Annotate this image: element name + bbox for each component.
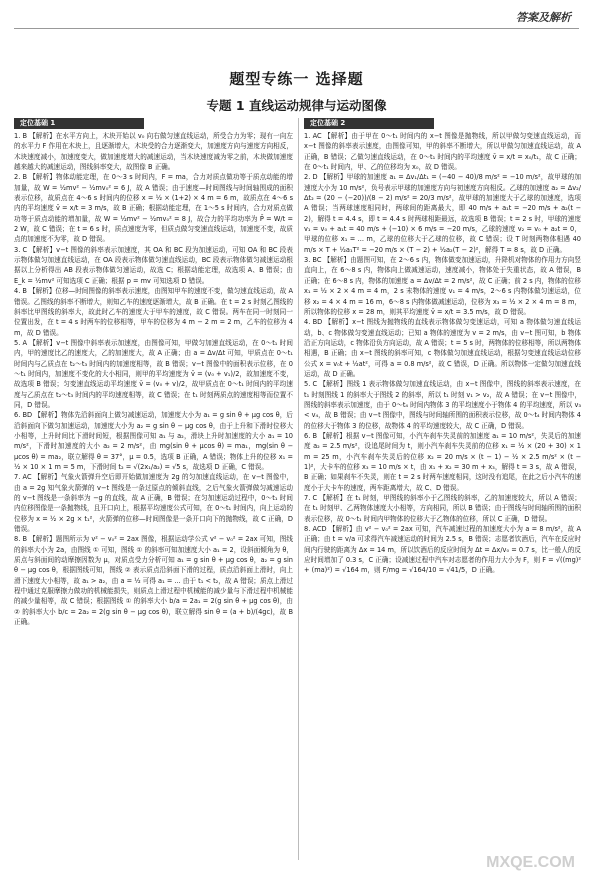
answer-item: 8. B 【解析】题图所示为 v² − v₀² = 2ax 图像，根据运动学公式 v² − v₀² = 2ax 可知，图线的斜率大小为 2a，由图线 ① 可知，图线 ① 的斜率可知加速度大小 a₁ = 2，设斜面倾角为 θ，质点与斜面间的动摩擦因数为 μ，对质点受力分析可知 a₁ = g sin θ + μg cos θ，a₂ = g sin θ − μg cos θ，根据图线可知，图线 ② 表示质点沿斜面下滑的过程，质点沿斜面上滑时，向上滑下速度大小相等，故 a₁ > a₂，由 a = ½ 可得 a₁ = ... 由于 t₁ < t₂，故 A 错误；质点上滑过程中通过克服摩擦力做功的机械能损失，则质点上滑过程中机械能的减少量与下滑过程中机械能的减少量相等，故 C 错误；根据图线 ① 的斜率大小 b/a = 2a₁ = 2(g sin θ + μg cos θ)，由 ② 的斜率大小 b/c = 2a₂ = 2(g sin θ − μg cos θ)，联立解得 sin θ = (a + b)/(4gc)，故 B 正确。 [14,535,293,627]
answer-item: 3. BC 【解析】由题图可知，在 2～6 s 内，物体做变加速运动，升降机对物体的作用力方向竖直向上，在 6～8 s 内，物体向上做减速运动，速度减小，物体处于失重状态，故 A 错误，B 正确；在 6～8 s 内，物体的加速度 a = Δv/Δt = 2 m/s²，故 C 正确；前 2 s 内，物体的位移 x₁ = ½ × 2 × 4 m = 4 m，2 s 末物体的速度 v₁ = 4 m/s，2～6 s 内物体做匀速运动，位移 x₂ = 4 × 4 m = 16 m，6～8 s 内物体做减速运动，位移为 x₃ = ½ × 2 × 4 m = 8 m，所以物体的位移 x = 28 m，则其平均速度 v̄ = x/t = 3.5 m/s，故 D 错误。 [304,256,581,316]
section-label-2: 定位基础 2 [304,118,434,129]
section-label-1: 定位基础 1 [14,118,144,129]
header-rule [14,28,579,29]
column-divider [298,118,299,860]
right-column [304,118,581,860]
answer-item: 5. C 【解析】图线 1 表示物体做匀加速直线运动，由 x−t 图像中，图线的斜率表示速度，在 t₁ 时刻图线 1 的斜率大于图线 2 的斜率，所以 t₁ 时刻 v₁ > v₂，故 A 错误；在 v−t 图像中，图线的斜率表示加速度，由于 0～t₄ 时间内物体 3 的平均速度小于物体 4 的平均速度，所以 v₃ < v₄，故 B 错误；由 v−t 图像中，图线与时间轴所围的面积表示位移，故 0～t₄ 时间内物体 4 的位移大于物体 3 的位移，故物体 4 的平均速度较大，故 C 正确，D 错误。 [304,380,581,430]
answer-item: 2. D 【解析】甲球的加速度 a₁ = Δv₁/Δt₁ = (−40 − 40)/8 m/s² = −10 m/s²，故甲球的加速度大小为 10 m/s²，负号表示甲球的加速度方向与初速度方向相反。乙球的加速度 a₂ = Δv₂/Δt₂ = (20 − (−20))/(8 − 2) m/s² = 20/3 m/s²，故甲球的加速度大于乙球的加速度，选项 A 错误；当两球速度相同时，两球间的距离最大，即 40 m/s + a₁t = −20 m/s + a₂(t − 2)，解得 t = 4.4 s，即 t = 4.4 s 时两球相距最远，故选项 B 错误；t = 2 s 时，甲球的速度 v₁ = v₀ + a₁t = 40 m/s + (−10) × 6 m/s = −20 m/s，乙球的速度 v₂ = v₀ + a₂t = 0，甲球的位移 x₁ = ... m，乙球的位移大于乙球的位移，故 C 错误；设 T 时刻两物体相遇 40 m/s × T + ½a₁T² = −20 m/s × (T − 2) + ½a₂(T − 2)²，解得 T = 8 s，故 D 正确。 [304,173,581,254]
answer-item: 3. C 【解析】v−t 图像的斜率表示加速度，其 OA 和 BC 段为加速运动，可知 OA 和 BC 段表示物体做匀加速直线运动，在 OA 段表示物体做匀速直线运动，BC 段表示物体做匀减速运动根据以上分析得出 AB 段表示物体做匀速运动，故选 C；根据动能定理，故选项 A、B 错误；由 E_k = ½mv² 可知选项 C 正确；根据 p = mv 可知选项 D 错误。 [14,245,293,285]
answer-item: 7. C 【解析】在 t₁ 时刻，甲图线的斜率小于乙图线的斜率，乙的加速度较大，所以 A 错误；在 t₁ 时刻甲、乙两物体速度大小相等，方向相同，所以 B 错误；由于图线与时间轴所围的面积表示位移，故 0～t₁ 时间内甲物体的位移大于乙物体的位移，所以 C 正确，D 错误。 [304,494,581,523]
top-bar [0,0,593,34]
answer-item: 5. A 【解析】v−t 图像中斜率表示加速度，由图像可知，甲做匀加速直线运动，在 0～t₁ 时间内，甲的速度比乙的速度大，乙的加速度大，故 A 正确；由 a = Δv/Δt 可知，甲质点在 0～t₁ 时间内与乙质点在 t₂～t₃ 时间内的加速度相等，故 B 错误；v−t 图像中的面积表示位移，在 0～t₁ 时间内，加速度不变化的大小相同，则甲的平均速度为 v̄ = (v₀ + v₁)/2，故加速度不变，故选项 B 错误；匀变速直线运动平均速度 v̄ = (v₀ + v)/2，故甲质点在 0～t₁ 时间内的平均速度与乙质点在 t₂～t₃ 时间内的平均速度相等，故 C 错误；在 t₁ 时刻两质点的速度相等而位置不同，D 错误。 [14,338,293,409]
answer-item: 1. B 【解析】在水平方向上，木块开始以 v₀ 向右做匀速直线运动，所受合力为零；现有一向左的水平力 F 作用在木块上，且逐渐增大，木块受的合力逐渐变大，加速度方向与速度方向相反，木块速度减小，加速度变大，做加速度增大的减速运动，当木块速度减为零之前，木块做加速度越来越大的减速运动，图线斜率变大，故图像 B 正确。 [14,132,293,172]
page-title: 题型专练一 选择题 [229,70,364,88]
answer-item: 4. B 【解析】位移—时间图像的斜率表示速度，由图知甲车的速度不变，做匀速直线运动，故 A 错误。乙图线的斜率不断增大，则知乙车的速度逐渐增大，故 B 正确。在 t = 2 s 时刻乙图线的斜率比甲图线的斜率大，故此时乙车的速度大于甲车的速度，故 C 错误。两车在同一时刻同一位置出发，在 t = 4 s 时两车的位移相等，甲车的位移为 4 m − 2 m = 2 m，乙车的位移为 4 m，故 D 错误。 [14,287,293,337]
left-column [14,118,293,860]
answer-item: 2. B 【解析】物体动能定理，在 0～3 s 时间内，F = ma，合力对质点做功等于质点动能的增加量，故 W = ½mv² − ½mv₀² = 6 J，故 A 错误；由于速度—时间图线与时间轴围成的面积表示位移，故质点在 4～6 s 时间内的位移 x = ½ × (1+2) × 4 m = 6 m，故质点在 4～6 s 内的平均速度 v̄ = x/t = 3 m/s，故 B 正确；根据动能定理，在 1～5 s 时间内，合力对质点做功等于质点动能的增加量，故 W = ½mv² − ½mv₀² = 8 J，故合力的平均功率为 P̄ = W/t = 2 W，故 C 错误；在 t = 6 s 时，质点速度为零，但质点做匀变速直线运动，加速度不变，故质点的加速度不为零，故 D 错误。 [14,173,293,244]
answer-item: 4. BD 【解析】x−t 图线为抛物线的直线表示物体做匀变速运动，可知 a 物体做匀速直线运动，b、c 物体做匀变速直线运动；已知 a 物体的速度为 v = 2 m/s，由 v−t 图可知，b 物体沿正方向运动，c 物体沿负方向运动，故 A 错误；t = 5 s 时，两物体的位移相等，所以两物体相遇，B 正确；由 x−t 图线的斜率可知，c 物体做匀加速直线运动，根据匀变速直线运动位移公式 x = v₀t + ½at²，可得 a = 0.8 m/s²，故 C 错误，D 正确。所以物体一定做匀加速直线运动，故 D 正确。 [304,318,581,378]
header-answer-label: 答案及解析 [516,11,571,24]
answer-item: 6. BD 【解析】物体先沿斜面向上做匀减速运动，加速度大小为 a₁ = g sin θ + μg cos θ，后沿斜面向下做匀加速运动，加速度大小为 a₂ = g sin θ − μg cos θ，由于上升和下滑时位移大小相等，上升时间比下滑时间短，根据图像可知 a₁ 与 a₂，滑块上升时加速度的大小 a₁ = 10 m/s²，下滑时加速度的大小 a₂ = 2 m/s²，由 mg(sin θ + μcos θ) = ma₁，mg(sin θ − μcos θ) = ma₂，联立解得 θ = 37°，μ = 0.5，选项 B 正确，A 错误；物体上升的位移 x₁ = ½ × 10 × 1 m = 5 m，下滑时间 t₂ = √(2x₁/a₂) = √5 s，故选项 D 正确，C 错误。 [14,411,293,471]
answer-item: 7. AC 【解析】气象火箭弹升空后即开始做加速度为 2g 的匀加速直线运动，在 v−t 图像中，由 a = 2g 知气象火箭弹的 v−t 图线是一条过原点的倾斜直线，之后气象火箭弹做匀减速运动的 v−t 图线是一条斜率为 −g 的直线，故 A 正确，B 错误；在匀加速运动过程中，0～t₁ 时间内位移图像是一条抛物线，且开口向上，根据平均速度公式可知，在 0～t₁ 时间内，向上运动的位移为 x = ½ × 2g × t₁²，火箭弹的位移—时间图像是一条开口向下的抛物线，故 C 正确，D 错误。 [14,473,293,534]
answer-item: 1. AC 【解析】由于甲在 0～t₁ 时间内的 x−t 图像是抛物线，所以甲做匀变速直线运动，而 x−t 图像的斜率表示速度，由图像可知，甲的斜率不断增大，所以甲做匀加速直线运动，故 A 正确，B 错误；乙做匀速直线运动，在 0～t₁ 时间内的平均速度 v̄ = x/t = x₀/t₁，故 C 正确；在 0～t₁ 时间内，甲、乙的位移均为 x₀，故 D 错误。 [304,132,581,172]
answer-item: 6. B 【解析】根据 v−t 图像可知，小汽车刹车失灵前的加速度 a₁ = 10 m/s²，失灵后的加速度 a₂ = 2.5 m/s²，设追尾时间为 t，则小汽车刹车失灵前的位移 x₁ = ½ × (20 + 30) × 1 m = 25 m，小汽车刹车失灵后的位移 x₂ = 20 m/s × (t − 1) − ½ × 2.5 m/s² × (t − 1)²，大卡车的位移 x₃ = 10 m/s × t，由 x₁ + x₂ = 30 m + x₃，解得 t = 3 s，故 A 错误，B 正确；如果刹车不失灵，则在 t = 2 s 时两车速度相同，这时没有追尾，在此之后小汽车的速度小于大卡车的速度，两车距离增大，故 C、D 错误。 [304,431,581,492]
page-subtitle: 专题 1 直线运动规律与运动图像 [206,98,387,113]
answer-item: 8. ACD 【解析】由 v² − v₀² = 2ax 可知，汽车减速过程的加速度大小为 a = 8 m/s²，故 A 正确；由 t = v/a 可求得汽车减速运动的时间为 2.5 s，B 错误；志愿者饮酒后，汽车在反应时间内行驶的距离为 Δx = 14 m，所以饮酒后的反应时间为 Δt = Δx/v₀ = 0.7 s，比一般人的反应时间增加了 0.3 s，C 正确；设减速过程中汽车对志愿者的作用力大小为 F，则 F = √((mg)² + (ma)²) = √164 m，则 F/mg = √164/10 = √41/5，D 正确。 [304,525,581,575]
watermark: MXQE.COM [486,854,575,871]
